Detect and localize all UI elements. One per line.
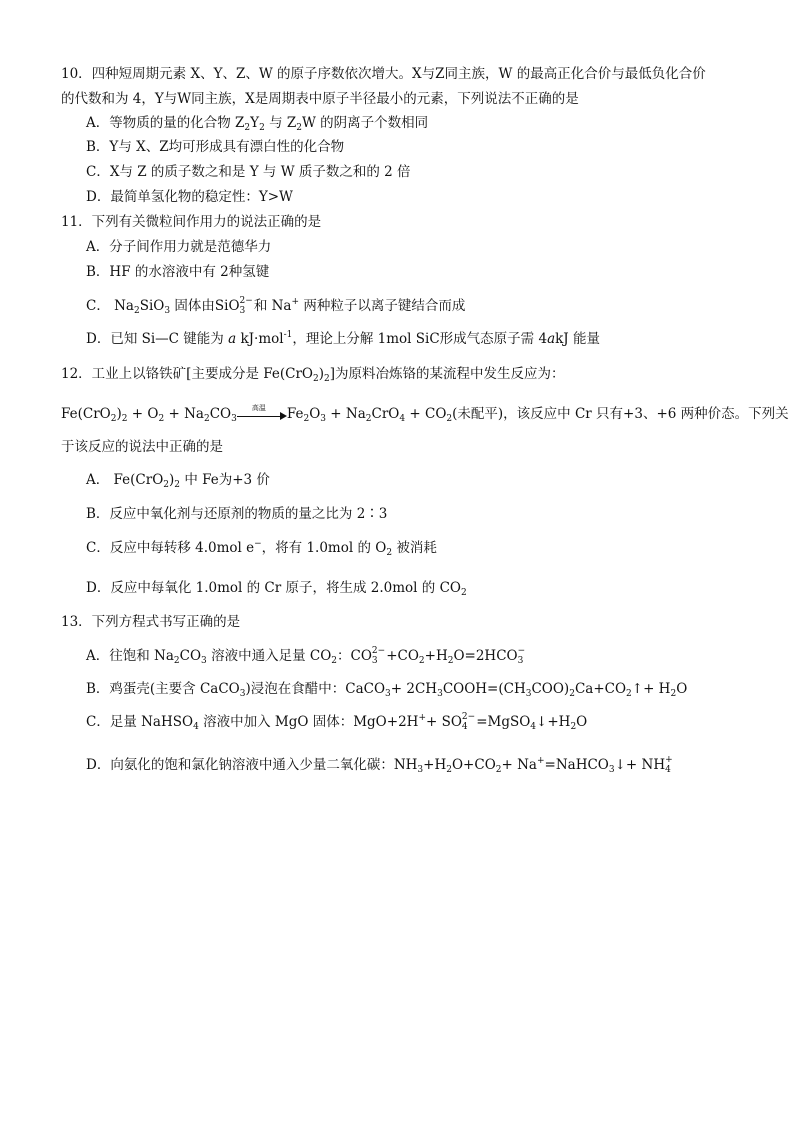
q12-option-c: C．反应中每转移 4.0mol e−，将有 1.0mol 的 $O_2$ 被消耗 <box>86 539 437 558</box>
q13-option-d: D．向氨化的饱和氯化钠溶液中通入少量二氧化碳：$NH_3+H_2O+CO_2+$ Na+=NaHCO$_3$↓+ NH + 4 <box>86 754 673 775</box>
q12-option-b: B．反应中氧化剂与还原剂的物质的量之比为 2∶3 <box>86 506 388 522</box>
q11-stem: 11．下列有关微粒间作用力的说法正确的是 <box>61 214 322 230</box>
q11-option-b: B．HF 的水溶液中有 2种氢键 <box>86 264 270 280</box>
q12-stem: 12．工业上以铬铁矿[主要成分是 $Fe(CrO_2)_2$]为原料冶炼铬的某流程中发生反应为： <box>61 366 565 384</box>
q10-option-b: B．Y与 X、Z均可形成具有漂白性的化合物 <box>86 139 345 155</box>
q12-option-a: A． $Fe(CrO_2)_2$ 中 Fe为+3 价 <box>86 472 270 490</box>
q12-equation-line: $Fe(CrO_2)_2 + O_2 + Na_2CO_3$ 高温 $Fe_2O_3 + Na_2CrO_4 + CO_2$(未配平)，该反应中 Cr 只有+3、+6 两种价态。下列关 <box>61 403 789 424</box>
q13-option-a: A．往饱和 $Na_2CO_3$ 溶液中通入足量 $CO_2$：CO 2− 3 $+CO_2+H_2O=2HCO$ − 3 <box>86 645 526 666</box>
q13-option-c: C．足量 NaHSO$_4$ 溶液中加入 MgO 固体：MgO+2H++ SO 2− 4 $=MgSO_4↓+H_2O$ <box>86 711 588 732</box>
q13-stem: 13．下列方程式书写正确的是 <box>61 614 241 630</box>
q10-stem-line1: 10．四种短周期元素 X、Y、Z、W 的原子序数依次增大。X与Z同主族，W 的最高正化合价与最低负化合价 <box>61 66 706 82</box>
q11-option-d: D．已知 Si—C 键能为 a kJ·mol$^{-1}$，理论上分解 1mol SiC形成气态原子需 4akJ 能量 <box>86 330 601 347</box>
q11-option-a: A．分子间作用力就是范德华力 <box>86 239 272 255</box>
q12-stem-line2: 于该反应的说法中正确的是 <box>61 439 223 455</box>
q10-option-a: A．等物质的量的化合物 $Z_2Y_2$ 与 $Z_2W$ 的阴离子个数相同 <box>86 115 429 133</box>
q10-option-d: D．最简单氢化物的稳定性：Y>W <box>86 189 293 205</box>
q13-option-b: B．鸡蛋壳(主要含 CaCO$_3$)浸泡在食醋中：CaCO$_3$+ $2CH_3COOH=(CH_3COO)_2Ca+CO_2↑+ H_2O$ <box>86 681 688 699</box>
q10-option-c: C．X与 Z 的质子数之和是 Y 与 W 质子数之和的 2 倍 <box>86 164 411 180</box>
q10-stem-line2: 的代数和为 4，Y与W同主族，X是周期表中原子半径最小的元素，下列说法不正确的是 <box>61 91 579 107</box>
q11-option-c: C． $Na_2SiO_3$ 固体由SiO 2− 3 和 Na+ 两种粒子以离子键结合而成 <box>86 295 466 316</box>
q12-option-d: D．反应中每氧化 1.0mol 的 Cr 原子，将生成 2.0mol 的 $CO_2$ <box>86 580 467 598</box>
reaction-arrow: 高温 <box>237 408 287 422</box>
